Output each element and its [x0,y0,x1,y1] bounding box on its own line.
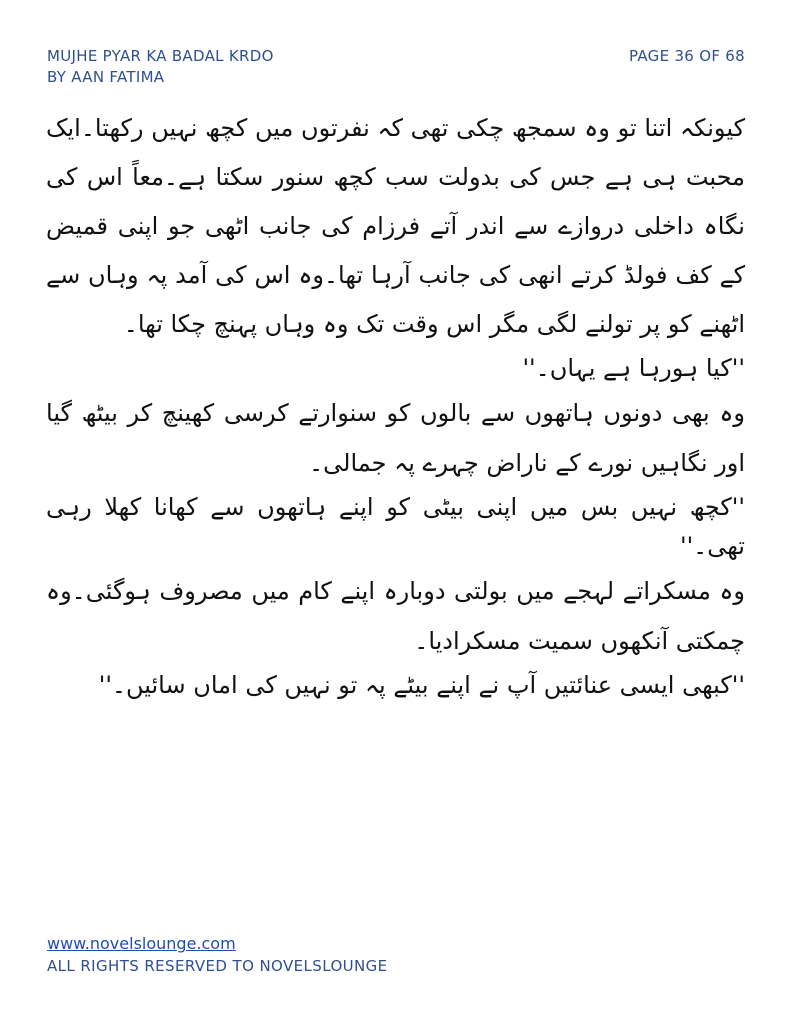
page-number: PAGE 36 OF 68 [629,47,745,65]
paragraph-3: وہ مسکراتے لہجے میں بولتی دوبارہ اپنے کام میں مصروف ہوگئی۔وہ چمکتی آنکھوں سمیت مسکرادیا۔ [46,577,745,655]
paragraph-2: وہ بھی دونوں ہاتھوں سے بالوں کو سنوارتے کرسی کھینچ کر بیٹھ گیا اور نگاہیں نورے کے ناراض چہرے پہ جمالی۔ [46,399,745,477]
author-name: BY AAN FATIMA [47,68,165,86]
website-link[interactable]: www.novelslounge.com [47,934,236,953]
page-footer [47,934,388,976]
dialogue-line-2: ''کچھ نہیں بس میں اپنی بیٹی کو اپنے ہاتھوں سے کھانا کھلا رہی تھی۔'' [46,493,745,560]
document-body [46,104,745,705]
novel-title: MUJHE PYAR KA BADAL KRDO [47,47,274,65]
header-left [47,46,274,88]
dialogue-line-1: ''کیا ہورہا ہے یہاں۔'' [522,354,745,382]
copyright-notice: ALL RIGHTS RESERVED TO NOVELSLOUNGE [47,957,388,975]
dialogue-line-3: ''کبھی ایسی عنائتیں آپ نے اپنے بیٹے پہ تو نہیں کی اماں سائیں۔'' [98,671,745,699]
paragraph-1: کیونکہ اتنا تو وہ سمجھ چکی تھی کہ نفرتوں میں کچھ نہیں رکھتا۔ایک محبت ہی ہے جس کی بدولت سب کچھ سنور سکتا ہے۔معاً اس کی نگاہ داخلی دروازے سے اندر آتے فرزام کی جانب اٹھی جو اپنی قمیض کے کف فولڈ کرتے انھی کی جانب آرہا تھا۔وہ اس کی آمد پہ وہاں سے اٹھنے کو پر تولنے لگی مگر اس وقت تک وہ وہاں پہنچ چکا تھا۔ [46,114,745,338]
